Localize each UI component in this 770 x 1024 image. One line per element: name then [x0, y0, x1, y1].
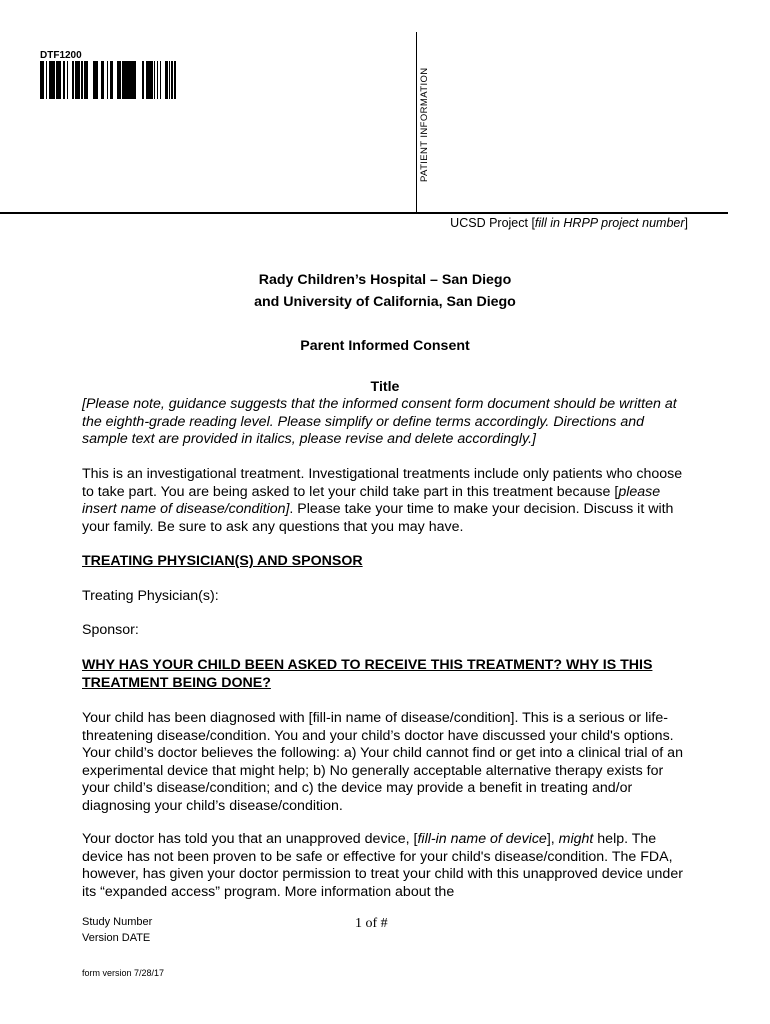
device-placeholder: fill-in name of device [417, 831, 547, 847]
project-number: UCSD Project [fill in HRPP project number] [450, 216, 688, 230]
project-number-placeholder: fill in HRPP project number [534, 216, 685, 230]
document-title: Title [370, 379, 400, 395]
treating-physician-label: Treating Physician(s): [82, 588, 219, 604]
might-emphasis: might [558, 831, 594, 847]
why-treatment-heading: WHY HAS YOUR CHILD BEEN ASKED TO RECEIVE THIS TREATMENT? WHY IS THIS TREATMENT BEING DONE? [82, 657, 653, 691]
diagnosis-paragraph: Your child has been diagnosed with [fill-in name of disease/condition]. This is a serious or life-threatening disease/condition. You and your child’s doctor have discussed your child's options. Your child’s doctor believes the following: a) Your child cannot find or get into a clinical trial of an experimental device that might help; b) No generally acceptable alternative therapy exists for your child’s disease/condition; and c) the device may provide a benefit in treating and/or diagnosing your child’s disease/condition. [82, 710, 683, 814]
form-version: form version 7/28/17 [82, 968, 165, 978]
barcode-image [40, 61, 178, 99]
barcode-label: DTF1200 [40, 50, 82, 61]
disease-placeholder: please insert name of disease/condition] [82, 483, 661, 517]
page-number: 1 of # [355, 916, 388, 931]
version-date: Version DATE [82, 932, 151, 944]
guidance-note: [Please note, guidance suggests that the informed consent form document should be written at the eighth-grade reading level. Please simplify or define terms accordingly. Directions and sample text are provided in italics, please revise and delete accordingly.] [82, 396, 677, 447]
patient-information-label: PATIENT INFORMATION [419, 67, 430, 182]
sponsor-label: Sponsor: [82, 622, 139, 638]
form-name: Parent Informed Consent [300, 338, 470, 354]
device-paragraph: Your doctor has told you that an unapproved device, [fill-in name of device], might help. The device has not been proven to be safe or effective for your child's disease/condition. The FDA, however, has given your doctor permission to treat your child with this unapproved device under its “expanded access” program. More information about the [82, 831, 683, 900]
header-divider-vertical [416, 32, 417, 213]
physician-sponsor-heading: TREATING PHYSICIAN(S) AND SPONSOR [82, 553, 363, 569]
header-divider-horizontal [0, 212, 728, 214]
hospital-name: Rady Children’s Hospital – San Diego [258, 272, 512, 288]
university-name: and University of California, San Diego [254, 294, 516, 310]
study-number: Study Number [82, 916, 153, 928]
intro-paragraph: This is an investigational treatment. Investigational treatments include only patients who choose to take part. You are being asked to let your child take part in this treatment because [please insert name of disease/condition]. Please take your time to make your decision. Discuss it with your family. Be sure to ask any questions that you may have. [82, 466, 683, 535]
